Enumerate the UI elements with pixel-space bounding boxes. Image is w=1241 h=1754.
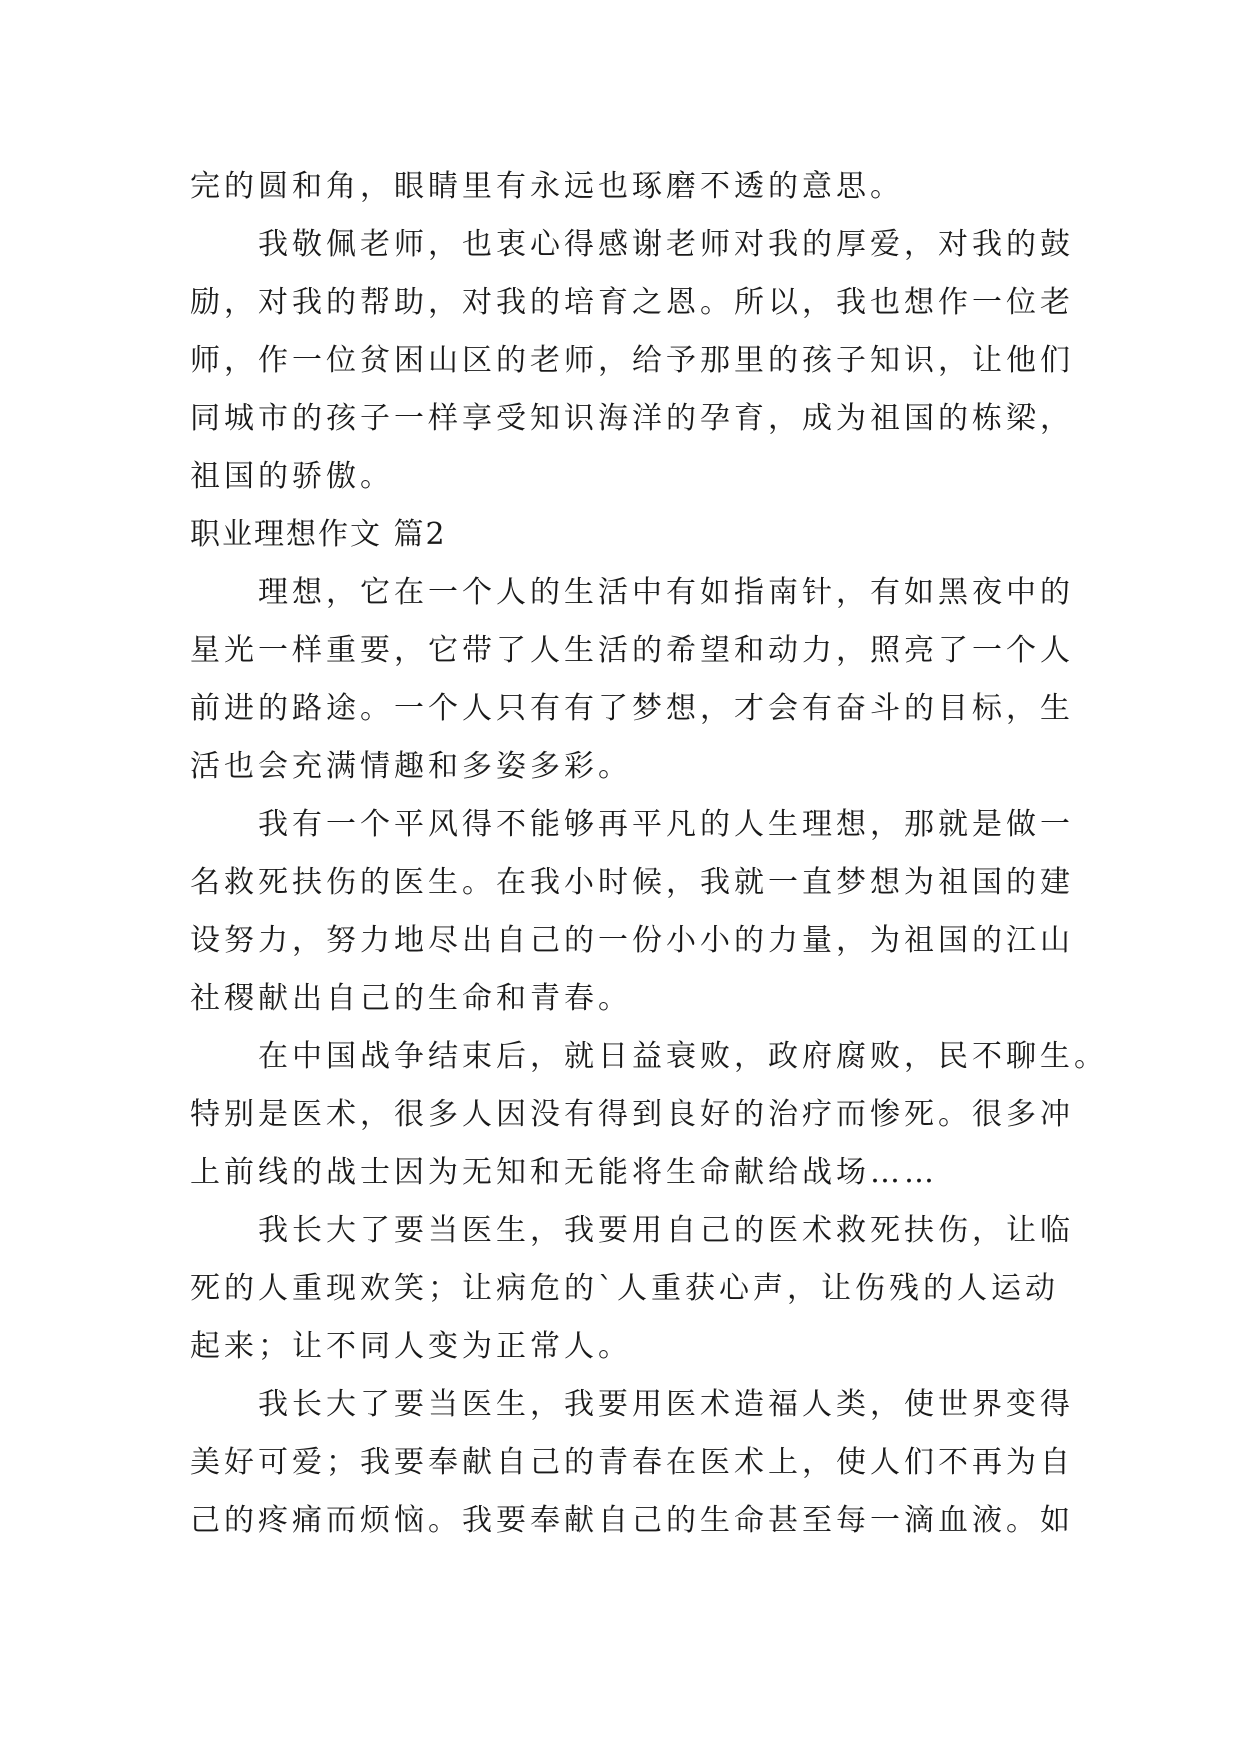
paragraph-line: 名救死扶伤的医生。在我小时候，我就一直梦想为祖国的建 — [190, 865, 1074, 900]
paragraph-line: 我敬佩老师，也衷心得感谢老师对我的厚爱，对我的鼓 — [258, 227, 1074, 262]
paragraph-line: 同城市的孩子一样享受知识海洋的孕育，成为祖国的栋梁， — [190, 401, 1074, 436]
paragraph-line: 完的圆和角，眼睛里有永远也琢磨不透的意思。 — [190, 169, 904, 204]
paragraph-line: 理想，它在一个人的生活中有如指南针，有如黑夜中的 — [258, 575, 1074, 610]
paragraph-line: 我长大了要当医生，我要用自己的医术救死扶伤，让临 — [258, 1213, 1074, 1248]
paragraph-line: 死的人重现欢笑；让病危的`人重获心声，让伤残的人运动 — [190, 1271, 1059, 1306]
paragraph-line: 我长大了要当医生，我要用医术造福人类，使世界变得 — [258, 1387, 1074, 1422]
paragraph-line: 励，对我的帮助，对我的培育之恩。所以，我也想作一位老 — [190, 285, 1074, 320]
paragraph-line: 活也会充满情趣和多姿多彩。 — [190, 749, 632, 784]
section-heading: 职业理想作文 篇2 — [190, 517, 447, 552]
paragraph-line: 祖国的骄傲。 — [190, 459, 394, 494]
paragraph-line: 师，作一位贫困山区的老师，给予那里的孩子知识，让他们 — [190, 343, 1074, 378]
paragraph-line: 设努力，努力地尽出自己的一份小小的力量，为祖国的江山 — [190, 923, 1074, 958]
paragraph-line: 在中国战争结束后，就日益衰败，政府腐败，民不聊生。 — [258, 1039, 1108, 1074]
paragraph-line: 社稷献出自己的生命和青春。 — [190, 981, 632, 1016]
paragraph-line: 星光一样重要，它带了人生活的希望和动力，照亮了一个人 — [190, 633, 1074, 668]
paragraph-line: 前进的路途。一个人只有有了梦想，才会有奋斗的目标，生 — [190, 691, 1074, 726]
paragraph-line: 特别是医术，很多人因没有得到良好的治疗而惨死。很多冲 — [190, 1097, 1074, 1132]
document-body — [190, 158, 1108, 1550]
paragraph-line: 美好可爱；我要奉献自己的青春在医术上，使人们不再为自 — [190, 1445, 1074, 1480]
paragraph-line: 上前线的战士因为无知和无能将生命献给战场…… — [190, 1155, 938, 1190]
paragraph-line: 己的疼痛而烦恼。我要奉献自己的生命甚至每一滴血液。如 — [190, 1503, 1074, 1538]
paragraph-line: 起来；让不同人变为正常人。 — [190, 1329, 632, 1364]
paragraph-line: 我有一个平风得不能够再平凡的人生理想，那就是做一 — [258, 807, 1074, 842]
